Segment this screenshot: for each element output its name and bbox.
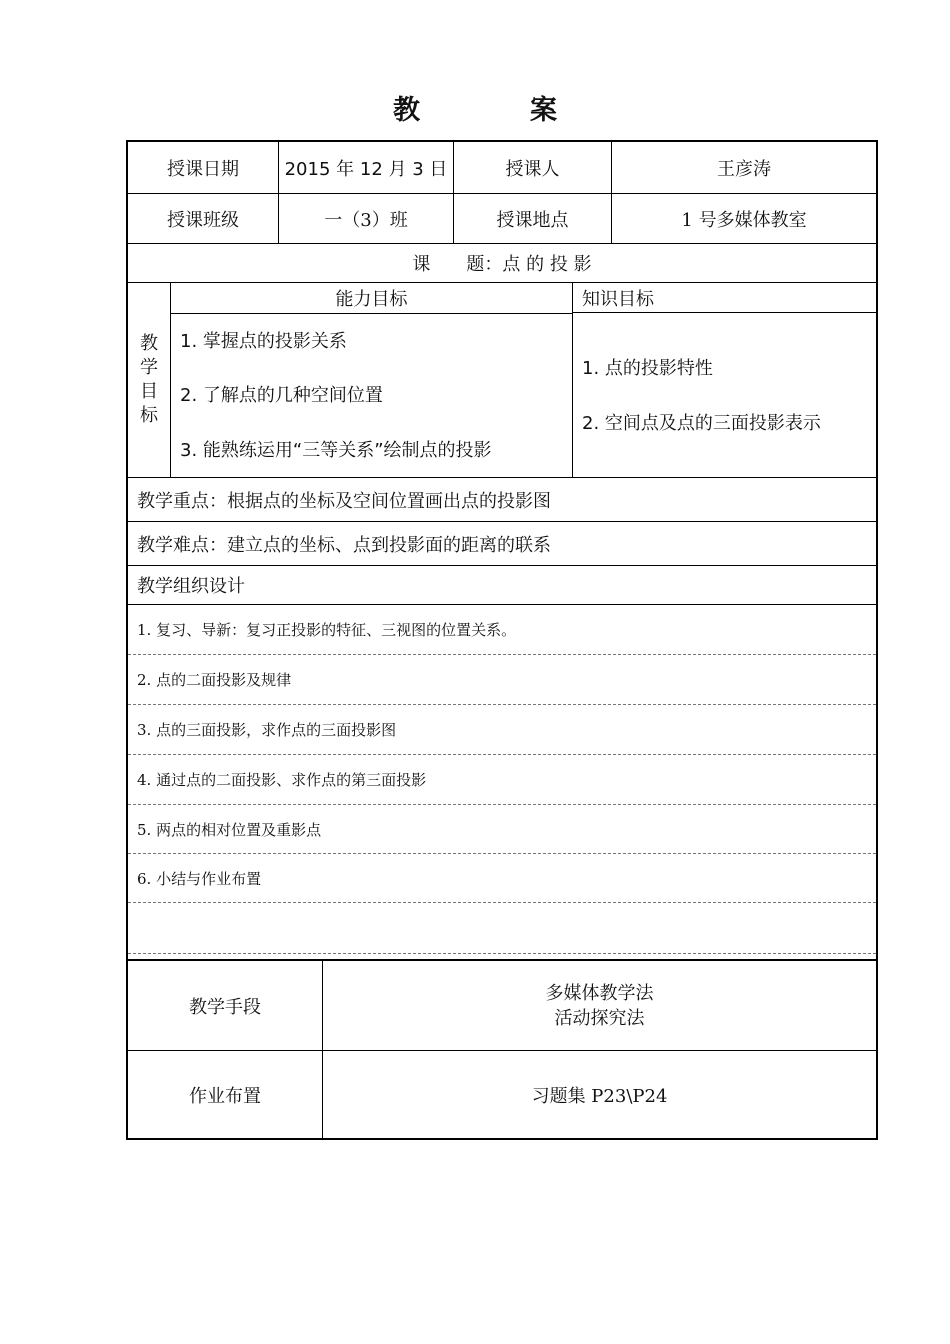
goals-label-char: 教	[140, 333, 158, 354]
difficulty-text: 教学难点：建立点的坐标、点到投影面的距离的联系	[137, 534, 551, 556]
method-line-1: 多媒体教学法	[545, 982, 654, 1004]
design-step-row	[128, 754, 876, 804]
methods-values	[322, 961, 876, 1050]
design-step-1: 1. 复习、导新：复习正投影的特征、三视图的位置关系。	[137, 621, 517, 639]
header-row-date	[128, 142, 876, 193]
design-step-row	[128, 704, 876, 754]
class-value: 一（3）班	[278, 194, 453, 243]
homework-row	[128, 1050, 876, 1138]
class-label: 授课班级	[167, 209, 239, 231]
ability-column	[170, 283, 572, 478]
methods-label: 教学手段	[189, 996, 261, 1018]
knowledge-item-2: 2. 空间点及点的三面投影表示	[582, 413, 821, 434]
design-step-row	[128, 654, 876, 704]
place-label: 授课地点	[453, 194, 611, 243]
method-line-2: 活动探究法	[554, 1007, 645, 1029]
design-step-3: 3. 点的三面投影，求作点的三面投影图	[137, 721, 397, 739]
teacher-value: 王彦涛	[611, 142, 876, 193]
goals-label-char: 目	[140, 381, 158, 402]
homework-value: 习题集 P23\P24	[322, 1051, 876, 1138]
design-step-row-blank	[128, 902, 876, 953]
design-step-2: 2. 点的二面投影及规律	[137, 671, 292, 689]
design-step-7	[128, 903, 876, 953]
design-heading: 教学组织设计	[137, 576, 245, 597]
design-step-row	[128, 804, 876, 853]
design-step-6: 6. 小结与作业布置	[137, 869, 262, 888]
lesson-plan-table	[126, 140, 878, 1140]
document-title	[0, 88, 950, 127]
place-value: 1 号多媒体教室	[611, 194, 876, 243]
topic-row	[128, 243, 876, 282]
topic-text: 课 题：点 的 投 影	[412, 254, 592, 275]
knowledge-header: 知识目标	[573, 283, 876, 313]
goals-section	[128, 282, 876, 477]
key-point-text: 教学重点：根据点的坐标及空间位置画出点的投影图	[137, 490, 551, 512]
header-row-class	[128, 193, 876, 243]
title-char-1: 教	[393, 95, 420, 126]
date-label: 授课日期	[167, 158, 239, 180]
title-char-2: 案	[530, 95, 557, 126]
design-step-row	[128, 604, 876, 654]
ability-item-2: 2. 了解点的几种空间位置	[180, 385, 383, 406]
teacher-label: 授课人	[453, 142, 611, 193]
homework-label: 作业布置	[189, 1085, 261, 1107]
ability-item-1: 1. 掌握点的投影关系	[180, 331, 347, 352]
goals-label-char: 标	[140, 405, 158, 426]
goals-section-label	[128, 283, 170, 477]
difficulty-row	[128, 521, 876, 565]
knowledge-item-1: 1. 点的投影特性	[582, 358, 713, 379]
key-point-row	[128, 477, 876, 521]
goals-label-char: 学	[140, 357, 158, 378]
design-step-4: 4. 通过点的二面投影、求作点的第三面投影	[137, 771, 427, 789]
design-step-5: 5. 两点的相对位置及重影点	[137, 820, 322, 839]
ability-header: 能力目标	[171, 283, 572, 314]
date-value: 2015 年 12 月 3 日	[278, 142, 453, 193]
ability-item-3: 3. 能熟练运用“三等关系”绘制点的投影	[180, 440, 492, 461]
methods-row	[128, 959, 876, 1050]
design-step-row	[128, 853, 876, 902]
design-heading-row	[128, 565, 876, 604]
knowledge-column	[572, 283, 876, 478]
